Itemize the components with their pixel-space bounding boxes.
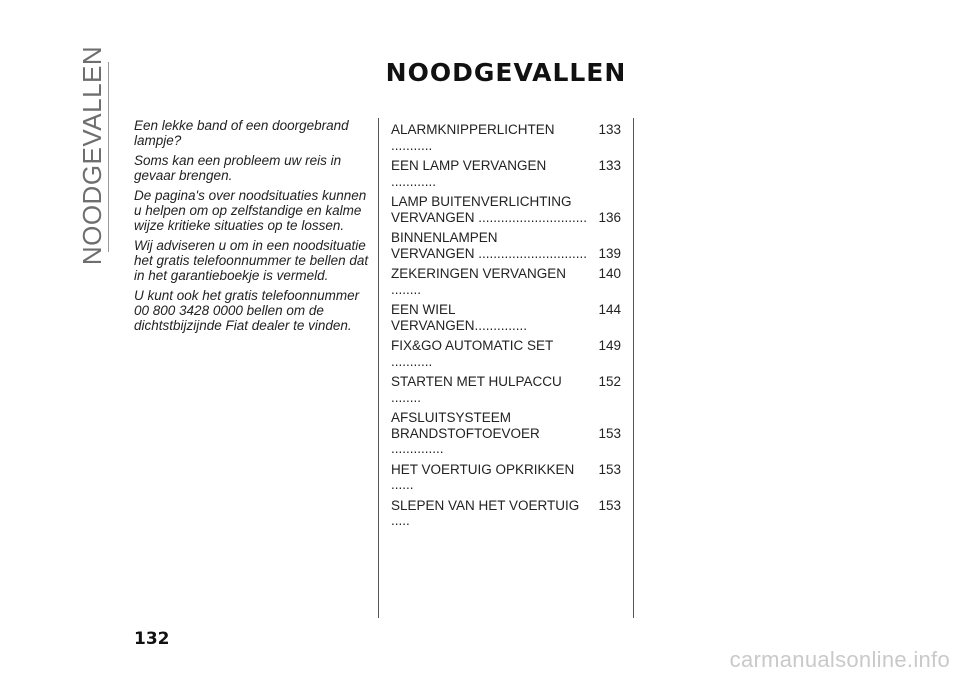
toc-entry-page: 153 <box>598 461 621 477</box>
toc-entry-title: EEN LAMP VERVANGEN ............ <box>391 158 547 189</box>
toc-entry-page: 153 <box>598 425 621 441</box>
intro-paragraph: De pagina's over noodsituaties kunnen u helpen om op zelfstandige en kalme wijze kritieke situaties op te lossen. <box>134 188 367 233</box>
toc-entry-een-lamp-vervangen[interactable] <box>391 158 621 189</box>
chapter-side-tab <box>77 45 108 265</box>
toc-entry-title: AFSLUITSYSTEEM BRANDSTOFTOEVOER .............. <box>391 410 540 456</box>
page-title: NOODGEVALLEN <box>385 58 627 87</box>
toc-entry-title: HET VOERTUIG OPKRIKKEN ...... <box>391 461 575 492</box>
toc-entry-title: LAMP BUITENVERLICHTING VERVANGEN ............................. <box>391 194 588 225</box>
intro-text <box>134 118 369 338</box>
toc-entry-afsluitsysteem-brandstoftoevoer[interactable] <box>391 410 621 457</box>
toc-entry-title: STARTEN MET HULPACCU ........ <box>391 374 562 405</box>
toc-entry-zekeringen-vervangen[interactable] <box>391 266 621 297</box>
intro-paragraph: Soms kan een probleem uw reis in gevaar brengen. <box>134 153 342 183</box>
toc-entry-page: 152 <box>598 374 621 389</box>
table-of-contents <box>391 122 621 534</box>
intro-paragraph: Een lekke band of een doorgebrand lampje? <box>134 118 349 148</box>
toc-entry-starten-met-hulpaccu[interactable] <box>391 374 621 405</box>
toc-entry-title: EEN WIEL VERVANGEN.............. <box>391 302 528 333</box>
toc-entry-page: 149 <box>598 338 621 353</box>
toc-entry-binnenlampen[interactable] <box>391 230 621 261</box>
toc-entry-page: 133 <box>598 158 621 173</box>
side-tab-divider <box>108 62 109 252</box>
column-divider-right <box>633 118 634 618</box>
toc-entry-page: 144 <box>598 302 621 317</box>
toc-entry-page: 133 <box>598 122 621 137</box>
toc-entry-title: BINNENLAMPEN VERVANGEN ............................. <box>391 230 588 261</box>
toc-entry-title: ALARMKNIPPERLICHTEN ........... <box>391 122 555 153</box>
toc-entry-alarmknipperlichten[interactable] <box>391 122 621 153</box>
toc-entry-page: 153 <box>598 497 621 513</box>
watermark: carmanualsonline.info <box>729 647 950 672</box>
toc-entry-title: SLEPEN VAN HET VOERTUIG ..... <box>391 497 580 528</box>
toc-entry-het-voertuig-opkrikken[interactable] <box>391 462 621 493</box>
toc-entry-title: ZEKERINGEN VERVANGEN ........ <box>391 266 567 297</box>
toc-entry-fix-go-automatic-set[interactable] <box>391 338 621 369</box>
column-divider-left <box>378 118 379 618</box>
toc-entry-page: 139 <box>598 245 621 261</box>
toc-entry-slepen-van-het-voertuig[interactable] <box>391 498 621 529</box>
intro-paragraph: U kunt ook het gratis telefoonnummer 00 800 3428 0000 bellen om de dichtstbijzijnde Fiat dealer te vinden. <box>134 288 360 333</box>
intro-paragraph: Wij adviseren u om in een noodsituatie het gratis telefoonnummer te bellen dat in het garantieboekje is vermeld. <box>134 238 369 283</box>
chapter-side-tab-label: NOODGEVALLEN <box>77 45 108 265</box>
toc-entry-lamp-buitenverlichting[interactable] <box>391 194 621 225</box>
toc-entry-een-wiel-vervangen[interactable] <box>391 302 621 333</box>
toc-entry-page: 140 <box>598 266 621 281</box>
page-number: 132 <box>134 629 170 649</box>
toc-entry-title: FIX&GO AUTOMATIC SET ........... <box>391 338 554 369</box>
toc-entry-page: 136 <box>598 209 621 225</box>
